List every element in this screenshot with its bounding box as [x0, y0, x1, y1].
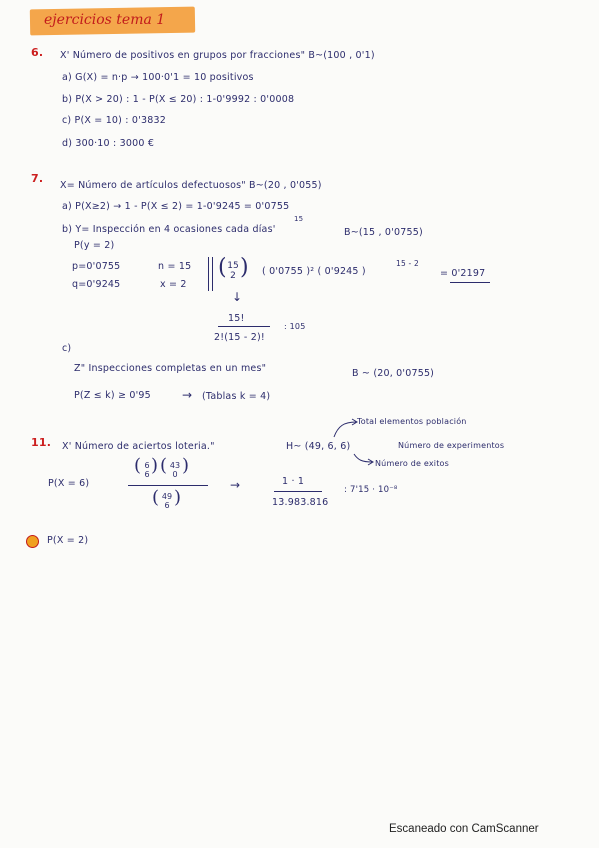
binomial-bottom: 6	[144, 470, 150, 479]
result-underline	[450, 282, 490, 283]
binomial-coefficient	[160, 492, 174, 510]
exercise-7-c-arrow: →	[182, 388, 193, 402]
binomial-bottom: 0	[172, 470, 178, 479]
exercise-6-number: 6.	[31, 46, 44, 59]
exercise-11-probability: P(X = 6)	[48, 478, 90, 489]
exercise-6-heading: X' Número de positivos en grupos por fracciones" B~(100 , 0'1)	[60, 50, 375, 61]
annotation-arrow	[330, 418, 360, 438]
exercise-11-calc-result: : 7'15 · 10⁻⁸	[344, 485, 398, 495]
exercise-11-heading: X' Número de aciertos loteria."	[62, 441, 215, 452]
page-title: ejercicios tema 1	[44, 12, 166, 28]
brace-line	[212, 257, 213, 291]
annotation-experiments: Número de experimentos	[398, 441, 505, 450]
exercise-11-calc-denominator: 13.983.816	[272, 497, 329, 508]
exercise-7-b-superscript: 15	[294, 215, 304, 223]
exercise-7-p-value: p=0'0755	[72, 261, 121, 272]
binomial-coefficient	[168, 461, 182, 479]
exercise-7-q-value: q=0'9245	[72, 279, 121, 290]
exercise-11-arrow: →	[230, 478, 241, 492]
exercise-11-number: 11.	[31, 436, 52, 449]
binomial-paren-left: (	[134, 455, 142, 476]
exercise-11-calc-numerator: 1 · 1	[282, 476, 305, 487]
annotation-arrow	[352, 452, 374, 466]
annotation-total: Total elementos población	[357, 417, 467, 426]
binomial-top: 6	[144, 461, 150, 470]
binomial-paren-left: (	[160, 455, 168, 476]
exercise-7-c-tables: (Tablas k = 4)	[202, 391, 271, 402]
annotation-exitos: Número de exitos	[375, 459, 450, 468]
brace-line	[208, 257, 209, 291]
exercise-7-c-heading: Z" Inspecciones completas en un mes"	[74, 363, 267, 374]
fraction-denominator: 2!(15 - 2)!	[214, 332, 265, 343]
binomial-bottom: 2	[230, 271, 236, 281]
exercise-7-formula: ( 0'0755 )² ( 0'9245 )	[262, 266, 366, 277]
exercise-7-heading: X= Número de artículos defectuosos" B~(20 , 0'055)	[60, 180, 322, 191]
fraction-numerator: 15!	[228, 313, 245, 324]
exercise-6-c: c) P(X = 10) : 0'3832	[62, 115, 166, 126]
binomial-bottom: 6	[164, 501, 170, 510]
exercise-6-a: a) G(X) = n·p → 100·0'1 = 10 positivos	[62, 72, 254, 83]
down-arrow: ↓	[232, 290, 243, 304]
exercise-6-d: d) 300·10 : 3000 €	[62, 138, 155, 149]
exercise-7-b-distribution: B~(15 , 0'0755)	[344, 227, 423, 238]
binomial-paren-right: )	[182, 455, 190, 476]
binomial-paren-right: )	[151, 455, 159, 476]
exercise-7-b-heading: b) Y= Inspección en 4 ocasiones cada días'	[62, 224, 276, 235]
binomial-top: 43	[169, 461, 181, 470]
exercise-7-n-value: n = 15	[158, 261, 192, 272]
fraction-bar	[218, 326, 270, 327]
fraction-result: : 105	[284, 322, 306, 331]
exercise-7-exponent: 15 - 2	[396, 259, 419, 268]
exercise-7-c-probability: P(Z ≤ k) ≥ 0'95	[74, 390, 151, 401]
binomial-paren-left: (	[218, 255, 227, 280]
binomial-paren-left: (	[152, 487, 160, 508]
exercise-11-distribution: H~ (49, 6, 6)	[286, 441, 351, 452]
exercise-7-x-value: x = 2	[160, 279, 187, 290]
fraction-bar	[128, 485, 208, 486]
binomial-coefficient	[226, 261, 240, 281]
exercise-7-c-label: c)	[62, 343, 72, 354]
exercise-7-a: a) P(X≥2) → 1 - P(X ≤ 2) = 1-0'9245 = 0'0755	[62, 201, 290, 212]
binomial-paren-right: )	[174, 487, 182, 508]
fraction-bar	[274, 491, 322, 492]
starred-item: P(X = 2)	[47, 535, 89, 546]
star-bullet-icon	[26, 535, 39, 548]
exercise-7-number: 7.	[31, 172, 44, 185]
scanner-watermark: Escaneado con CamScanner	[389, 823, 539, 835]
binomial-top: 49	[161, 492, 173, 501]
exercise-7-b-probability: P(y = 2)	[74, 240, 115, 251]
binomial-top: 15	[227, 261, 239, 271]
binomial-paren-right: )	[240, 255, 249, 280]
exercise-7-c-distribution: B ~ (20, 0'0755)	[352, 368, 435, 379]
exercise-7-result: = 0'2197	[440, 268, 486, 279]
exercise-6-b: b) P(X > 20) : 1 - P(X ≤ 20) : 1-0'9992 : 0'0008	[62, 94, 295, 105]
